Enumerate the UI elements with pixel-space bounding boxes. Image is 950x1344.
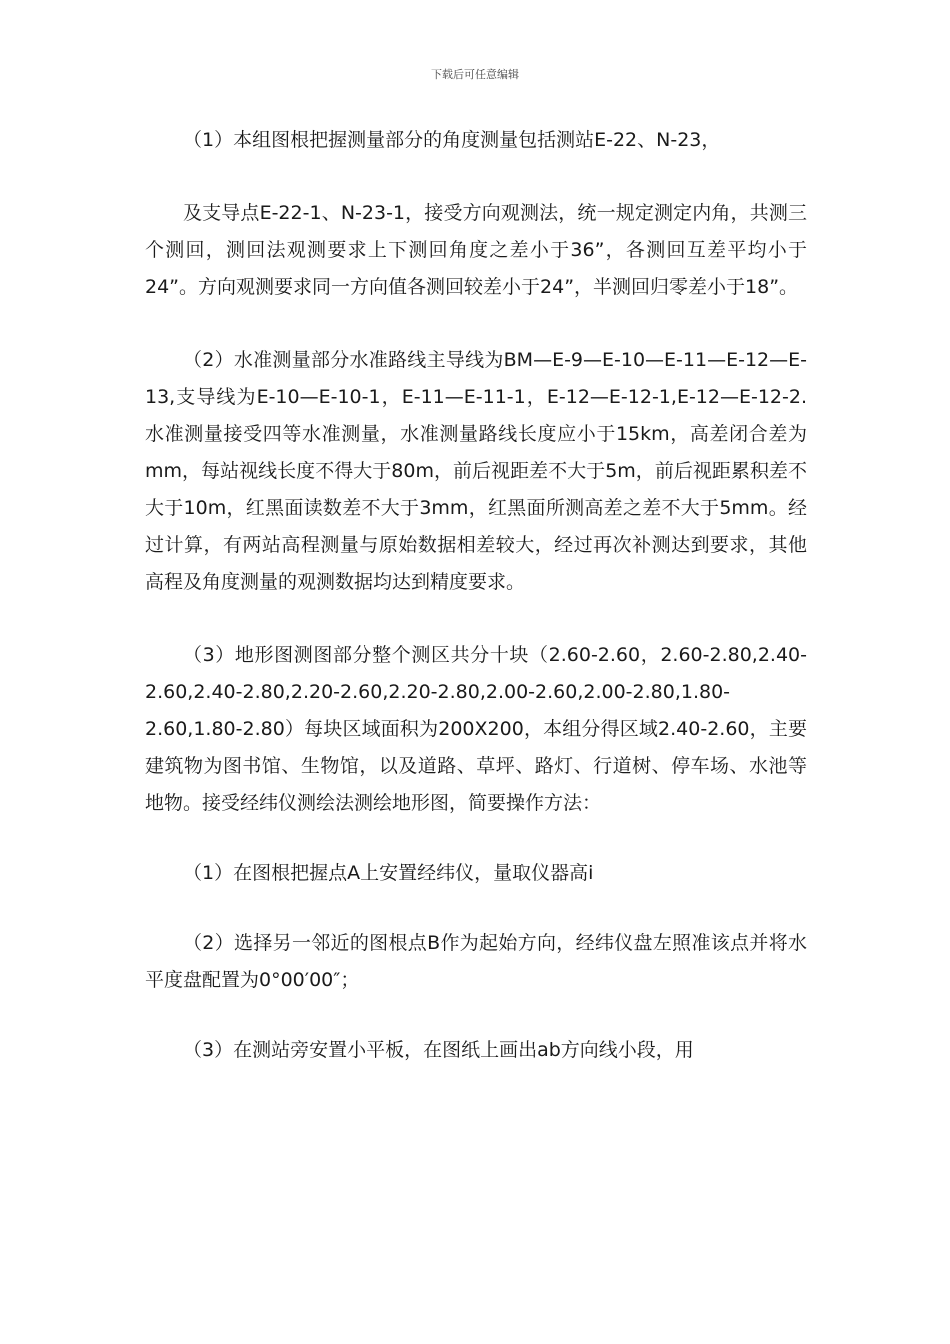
paragraph-leveling: （2）水准测量部分水准路线主导线为BM—E-9—E-10—E-11—E-12—E-13,支导线为E-10—E-10-1，E-11—E-11-1，E-12—E-12-1,E-12—E-12-2.水准测量接受四等水准测量，水准测量路线长度应小于15km，高差闭合差为mm，每站视线长度不得大于80m，前后视距差不大于5m，前后视距累积差不大于10m，红黑面读数差不大于3mm，红黑面所测高差之差不大于5mm。经过计算，有两站高程测量与原始数据相差较大，经过再次补测达到要求，其他高程及角度测量的观测数据均达到精度要求。 [145, 349, 807, 593]
paragraph-step-3: （3）在测站旁安置小平板，在图纸上画出ab方向线小段，用 [183, 1039, 694, 1061]
document-body [145, 122, 807, 1069]
paragraph-angle-details: 及支导点E-22-1、N-23-1，接受方向观测法，统一规定测定内角，共测三个测回，测回法观测要求上下测回角度之差小于36”，各测回互差平均小于24”。方向观测要求同一方向值各测回较差小于24”，半测回归零差小于18”。 [145, 202, 807, 298]
paragraph-step-1: （1）在图根把握点A上安置经纬仪，量取仪器高i [183, 862, 594, 884]
paragraph-topographic: （3）地形图测图部分整个测区共分十块（2.60-2.60，2.60-2.80,2.40-2.60,2.40-2.80,2.20-2.60,2.20-2.80,2.00-2.60,2.00-2.80,1.80-2.60,1.80-2.80）每块区域面积为200X200，本组分得区域2.40-2.60，主要建筑物为图书馆、生物馆，以及道路、草坪、路灯、行道树、停车场、水池等地物。接受经纬仪测绘法测绘地形图，简要操作方法： [145, 644, 807, 814]
paragraph-angle-intro: （1）本组图根把握测量部分的角度测量包括测站E-22、N-23， [183, 129, 721, 151]
page-header: 下载后可任意编辑 [431, 68, 519, 81]
paragraph-step-2: （2）选择另一邻近的图根点B作为起始方向，经纬仪盘左照准该点并将水平度盘配置为0°00′00″； [145, 932, 807, 991]
